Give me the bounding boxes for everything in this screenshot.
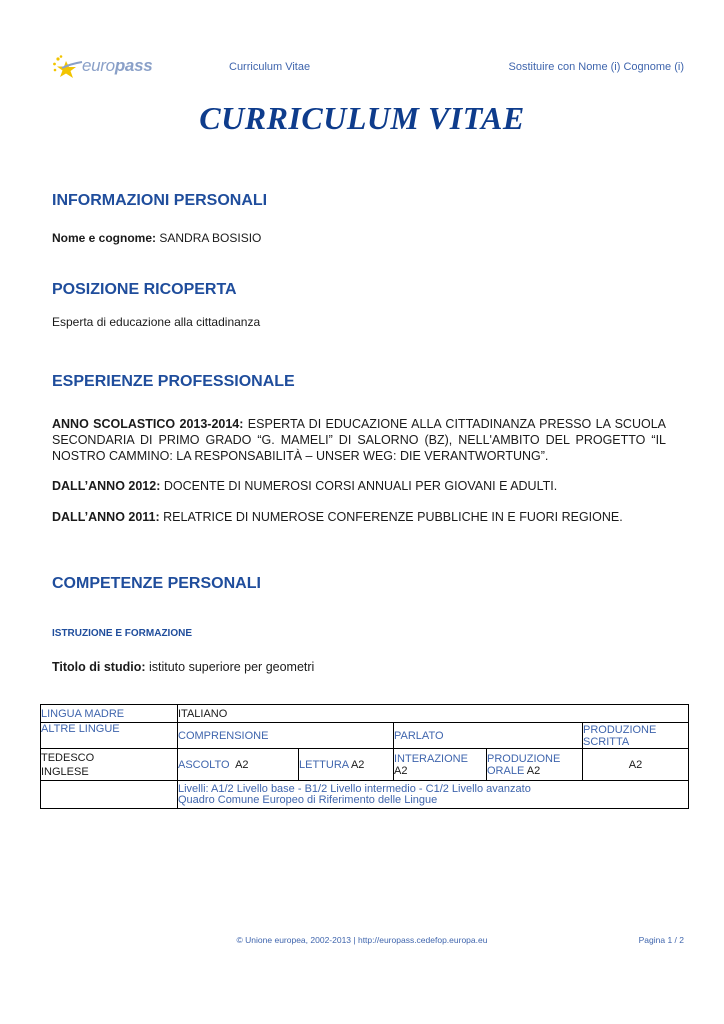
experience-item-2-text: DOCENTE DI NUMEROSI CORSI ANNUALI PER GIOVANI E ADULTI. [160, 479, 558, 493]
lettura-label: LETTURA [299, 758, 349, 771]
footer-copyright: © Unione europea, 2002-2013 | http://europass.cedefop.europa.eu [236, 935, 488, 945]
section-position-heading: POSIZIONE RICOPERTA [52, 281, 237, 298]
experience-item-1-text: ESPERTA DI EDUCAZIONE ALLA CITTADINANZA PRESSO LA SCUOLA SECONDARIA DI PRIMO GRADO “G. MAMELI” DI SALORNO (BZ), NELL'AMBITO DEL PROGETTO “IL NOSTRO CAMMINO: LA RESPONSABILITÀ – UNSER WEG: DIE VERANTWORTUNG”. [52, 417, 666, 463]
interazione-cell [394, 749, 487, 781]
col-comprensione: COMPRENSIONE [178, 723, 394, 749]
mother-tongue-value: ITALIANO [178, 705, 689, 723]
produzione-orale-label-2: ORALE [487, 764, 525, 777]
table-row-notes [41, 781, 689, 809]
other-languages-label: ALTRE LINGUE [41, 723, 178, 749]
logo-text [82, 56, 152, 76]
personal-name-line [52, 230, 666, 246]
levels-notes-cell [178, 781, 689, 809]
study-label: Titolo di studio: [52, 660, 146, 674]
ascolto-value: A2 [235, 758, 249, 771]
name-label: Nome e cognome: [52, 231, 157, 245]
experience-item-1 [52, 416, 666, 464]
language-skills-table [40, 704, 689, 809]
ascolto-cell [178, 749, 299, 781]
education-subheading: ISTRUZIONE E FORMAZIONE [52, 628, 192, 639]
col-parlato: PARLATO [394, 723, 583, 749]
produzione-orale-value: A2 [526, 764, 541, 777]
logo-euro: euro [82, 56, 115, 75]
ascolto-label: ASCOLTO [178, 758, 230, 771]
logo-pass: pass [114, 56, 153, 75]
footer-page-number: Pagina 1 / 2 [638, 935, 684, 945]
section-experience-heading: ESPERIENZE PROFESSIONALE [52, 373, 295, 390]
experience-item-2 [52, 478, 666, 494]
languages-cell [41, 749, 178, 781]
experience-item-3-label: DALL’ANNO 2011: [52, 510, 160, 524]
page-title: CURRICULUM VITAE [199, 100, 525, 136]
table-row-levels [41, 749, 689, 781]
framework-note: Quadro Comune Europeo di Riferimento delle Lingue [178, 793, 438, 806]
lettura-cell [299, 749, 394, 781]
study-title-line [52, 659, 666, 675]
language-tedesco: TEDESCO [41, 751, 95, 764]
table-row-other-languages [41, 723, 689, 749]
experience-item-3 [52, 509, 666, 525]
produzione-orale-cell [487, 749, 583, 781]
table-row-mother-tongue [41, 705, 689, 723]
header-name-placeholder: Sostituire con Nome (i) Cognome (i) [508, 61, 684, 73]
notes-empty-cell [41, 781, 178, 809]
experience-item-1-label: ANNO SCOLASTICO 2013-2014: [52, 417, 244, 431]
name-value: SANDRA BOSISIO [156, 231, 262, 245]
section-personal-info-heading: INFORMAZIONI PERSONALI [52, 192, 268, 209]
levels-note: Livelli: A1/2 Livello base - B1/2 Livello intermedio - C1/2 Livello avanzato [178, 782, 531, 795]
lettura-value: A2 [350, 758, 365, 771]
interazione-value: A2 [394, 764, 408, 777]
experience-item-2-label: DALL’ANNO 2012: [52, 479, 161, 493]
position-text: Esperta di educazione alla cittadinanza [52, 315, 261, 329]
col-produzione-scritta: PRODUZIONE SCRITTA [583, 723, 689, 749]
interazione-label: INTERAZIONE [394, 752, 468, 765]
produzione-orale-label-1: PRODUZIONE [487, 752, 561, 765]
study-value: istituto superiore per geometri [145, 660, 315, 674]
europass-star-icon [52, 54, 86, 80]
mother-tongue-label: LINGUA MADRE [41, 705, 178, 723]
produzione-scritta-value: A2 [583, 749, 689, 781]
header-cv-label: Curriculum Vitae [229, 61, 311, 73]
europass-logo [52, 52, 152, 82]
experience-item-3-text: RELATRICE DI NUMEROSE CONFERENZE PUBBLICHE IN E FUORI REGIONE. [159, 510, 623, 524]
language-inglese: INGLESE [41, 765, 89, 778]
page-header [52, 52, 684, 86]
section-skills-heading: COMPETENZE PERSONALI [52, 575, 261, 592]
